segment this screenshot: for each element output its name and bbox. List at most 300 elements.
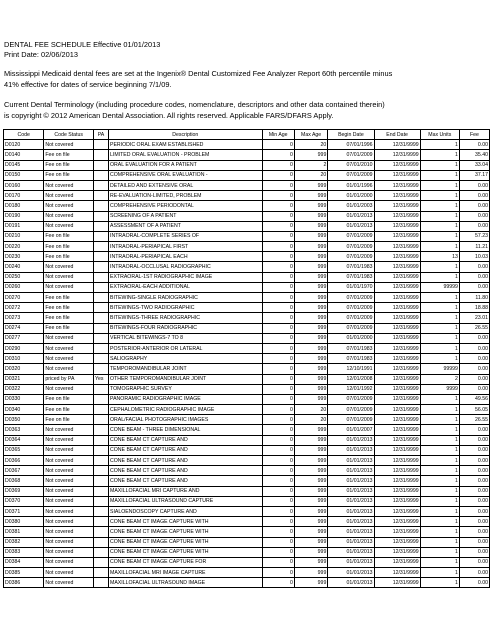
cell-min-age: 0: [262, 272, 294, 282]
cell-end-date: 12/31/9999: [374, 466, 420, 476]
cell-end-date: 12/31/9999: [374, 557, 420, 567]
cell-description: VERTICAL BITEWINGS-7 TO 8: [109, 333, 263, 343]
cell-code: D0367: [4, 466, 44, 476]
cell-max-units: 1: [420, 191, 459, 201]
cell-min-age: 0: [262, 394, 294, 404]
cell-max-units: 1: [420, 262, 459, 272]
cell-min-age: 0: [262, 486, 294, 496]
cell-max-units: 9999: [420, 384, 459, 394]
cell-code: D0120: [4, 140, 44, 150]
cell-code: D0170: [4, 191, 44, 201]
cell-min-age: 0: [262, 557, 294, 567]
cell-pa: [94, 160, 109, 170]
cell-description: CEPHALOMETRIC RADIOGRAPHIC IMAGE: [109, 405, 263, 415]
cell-code: D0273: [4, 313, 44, 323]
column-header-max-units: Max Units: [420, 130, 459, 140]
cell-pa: [94, 405, 109, 415]
cell-code-status: Not covered: [44, 211, 94, 221]
cell-pa: [94, 435, 109, 445]
cell-fee: 11.21: [459, 242, 489, 252]
column-header-code-status: Code Status: [44, 130, 94, 140]
cell-code: D0364: [4, 435, 44, 445]
cell-begin-date: 01/01/1996: [328, 180, 374, 190]
table-row: [4, 191, 490, 201]
cell-description: CONE BEAM CT IMAGE CAPTURE WITH: [109, 517, 263, 527]
cell-code-status: Not covered: [44, 333, 94, 343]
cell-description: CONE BEAM - THREE DIMENSIONAL: [109, 425, 263, 435]
table-row: [4, 456, 490, 466]
table-row: [4, 486, 490, 496]
cell-min-age: 0: [262, 242, 294, 252]
cell-max-age: 999: [294, 262, 327, 272]
cell-min-age: 0: [262, 282, 294, 292]
table-row: [4, 568, 490, 578]
cell-pa: [94, 486, 109, 496]
cell-fee: 23.01: [459, 313, 489, 323]
cell-max-units: 1: [420, 140, 459, 150]
cell-end-date: 12/31/9999: [374, 405, 420, 415]
cell-max-age: 999: [294, 374, 327, 384]
cell-code: D0371: [4, 506, 44, 516]
cell-min-age: 0: [262, 160, 294, 170]
cell-max-age: 999: [294, 272, 327, 282]
cell-pa: [94, 191, 109, 201]
cell-end-date: 12/31/9999: [374, 578, 420, 588]
cell-description: CONE BEAM CT CAPTURE AND: [109, 435, 263, 445]
cell-code: D0369: [4, 486, 44, 496]
cell-max-age: 999: [294, 333, 327, 343]
cell-code-status: Not covered: [44, 272, 94, 282]
column-header-description: Description: [109, 130, 263, 140]
cell-min-age: 0: [262, 333, 294, 343]
cell-fee: 0.00: [459, 445, 489, 455]
cell-max-age: 999: [294, 231, 327, 241]
cell-end-date: 12/31/9999: [374, 527, 420, 537]
cell-pa: [94, 170, 109, 180]
cell-code: D0160: [4, 180, 44, 190]
cell-min-age: 0: [262, 425, 294, 435]
cell-description: MAXILLOFACIAL ULTRASOUND IMAGE: [109, 578, 263, 588]
cell-fee: 18.88: [459, 303, 489, 313]
cell-fee: 0.00: [459, 201, 489, 211]
cell-description: LIMITED ORAL EVALUATION - PROBLEM: [109, 150, 263, 160]
cell-end-date: 12/31/9999: [374, 252, 420, 262]
cell-code: D0250: [4, 272, 44, 282]
cell-max-age: 999: [294, 191, 327, 201]
cell-end-date: 12/31/9999: [374, 150, 420, 160]
cell-max-units: 1: [420, 486, 459, 496]
cell-description: MAXILLOFACIAL ULTRASOUND CAPTURE: [109, 496, 263, 506]
cell-max-units: 1: [420, 231, 459, 241]
cell-code-status: Not covered: [44, 282, 94, 292]
cell-begin-date: 01/01/2000: [328, 333, 374, 343]
cell-max-age: 999: [294, 364, 327, 374]
cell-min-age: 0: [262, 313, 294, 323]
table-row: [4, 364, 490, 374]
cell-description: DETAILED AND EXTENSIVE ORAL: [109, 180, 263, 190]
cell-fee: 0.00: [459, 384, 489, 394]
table-row: [4, 476, 490, 486]
cell-pa: [94, 313, 109, 323]
cell-code: D0310: [4, 354, 44, 364]
table-row: [4, 527, 490, 537]
cell-code-status: Not covered: [44, 201, 94, 211]
cell-code-status: Fee on file: [44, 313, 94, 323]
cell-code-status: Not covered: [44, 537, 94, 547]
cell-min-age: 0: [262, 354, 294, 364]
cell-fee: 0.00: [459, 374, 489, 384]
intro-text-line-2: 41% effective for dates of service beginning 7/1/09.: [4, 80, 172, 89]
cell-code: D0368: [4, 476, 44, 486]
cell-max-units: 1: [420, 568, 459, 578]
table-body: [4, 140, 490, 588]
cell-code-status: Not covered: [44, 506, 94, 516]
cell-description: SIALOENDOSCOPY CAPTURE AND: [109, 506, 263, 516]
cell-description: PANORAMIC RADIOGRAPHIC IMAGE: [109, 394, 263, 404]
cell-code: D0383: [4, 547, 44, 557]
cell-max-units: 1: [420, 435, 459, 445]
cell-begin-date: 07/01/2009: [328, 150, 374, 160]
cell-begin-date: 01/01/2007: [328, 425, 374, 435]
cell-code-status: Not covered: [44, 221, 94, 231]
copyright-text-line-1: Current Dental Terminology (including procedure codes, nomenclature, descriptors and other data contained therein): [4, 100, 385, 109]
cell-pa: [94, 466, 109, 476]
cell-max-age: 999: [294, 496, 327, 506]
cell-description: COMPREHENSIVE PERIODONTAL: [109, 201, 263, 211]
cell-fee: 0.00: [459, 354, 489, 364]
cell-end-date: 12/31/9999: [374, 374, 420, 384]
cell-code-status: Not covered: [44, 496, 94, 506]
table-row: [4, 354, 490, 364]
cell-max-age: 999: [294, 466, 327, 476]
cell-code: D0380: [4, 517, 44, 527]
cell-begin-date: 07/01/2010: [328, 160, 374, 170]
cell-fee: 0.00: [459, 568, 489, 578]
cell-pa: [94, 211, 109, 221]
cell-code: D0320: [4, 364, 44, 374]
cell-max-age: 999: [294, 557, 327, 567]
cell-description: INTRAORAL-COMPLETE SERIES OF: [109, 231, 263, 241]
cell-code: D0260: [4, 282, 44, 292]
cell-max-age: 999: [294, 537, 327, 547]
cell-code-status: Not covered: [44, 364, 94, 374]
cell-code-status: Fee on file: [44, 323, 94, 333]
cell-pa: Yes: [94, 374, 109, 384]
cell-code: D0384: [4, 557, 44, 567]
table-row: [4, 557, 490, 567]
cell-min-age: 0: [262, 140, 294, 150]
cell-max-age: 999: [294, 568, 327, 578]
cell-max-units: 1: [420, 527, 459, 537]
cell-code: D0150: [4, 170, 44, 180]
cell-begin-date: 01/01/2013: [328, 445, 374, 455]
cell-min-age: 0: [262, 293, 294, 303]
cell-code: D0290: [4, 343, 44, 353]
cell-min-age: 0: [262, 231, 294, 241]
cell-code: D0385: [4, 568, 44, 578]
cell-code: D0274: [4, 323, 44, 333]
cell-pa: [94, 476, 109, 486]
cell-max-units: 1: [420, 517, 459, 527]
column-header-code: Code: [4, 130, 44, 140]
cell-min-age: 0: [262, 262, 294, 272]
cell-fee: 57.23: [459, 231, 489, 241]
cell-begin-date: 01/01/2013: [328, 547, 374, 557]
table-row: [4, 394, 490, 404]
cell-code: D0277: [4, 333, 44, 343]
cell-code-status: Not covered: [44, 343, 94, 353]
cell-fee: 0.00: [459, 180, 489, 190]
cell-code: D0322: [4, 384, 44, 394]
cell-min-age: 0: [262, 303, 294, 313]
cell-max-age: 999: [294, 517, 327, 527]
cell-code-status: Fee on file: [44, 160, 94, 170]
cell-end-date: 12/31/9999: [374, 180, 420, 190]
cell-code: D0230: [4, 252, 44, 262]
cell-code-status: Not covered: [44, 425, 94, 435]
cell-pa: [94, 293, 109, 303]
cell-min-age: 0: [262, 476, 294, 486]
table-row: [4, 313, 490, 323]
cell-max-age: 999: [294, 476, 327, 486]
cell-fee: 0.00: [459, 547, 489, 557]
cell-max-age: 999: [294, 313, 327, 323]
cell-end-date: 12/31/9999: [374, 323, 420, 333]
cell-end-date: 12/31/9999: [374, 293, 420, 303]
cell-begin-date: 01/01/2013: [328, 211, 374, 221]
cell-max-units: 1: [420, 242, 459, 252]
cell-end-date: 12/31/9999: [374, 415, 420, 425]
cell-max-units: 1: [420, 221, 459, 231]
cell-max-units: 1: [420, 150, 459, 160]
cell-min-age: 0: [262, 435, 294, 445]
cell-begin-date: 01/01/2000: [328, 191, 374, 201]
cell-begin-date: 01/01/2013: [328, 466, 374, 476]
cell-code-status: Fee on file: [44, 252, 94, 262]
table-row: [4, 180, 490, 190]
cell-min-age: 0: [262, 547, 294, 557]
cell-code-status: Not covered: [44, 568, 94, 578]
cell-fee: 26.55: [459, 323, 489, 333]
table-row: [4, 140, 490, 150]
cell-max-units: 1: [420, 537, 459, 547]
cell-begin-date: 07/01/2009: [328, 323, 374, 333]
cell-min-age: 0: [262, 517, 294, 527]
table-header-row: [4, 130, 490, 140]
cell-min-age: 0: [262, 445, 294, 455]
cell-code-status: Fee on file: [44, 303, 94, 313]
cell-code: D0330: [4, 394, 44, 404]
cell-pa: [94, 282, 109, 292]
cell-pa: [94, 384, 109, 394]
cell-min-age: 0: [262, 323, 294, 333]
cell-end-date: 12/31/9999: [374, 384, 420, 394]
cell-pa: [94, 140, 109, 150]
cell-begin-date: 12/01/1992: [328, 384, 374, 394]
cell-begin-date: 07/01/2009: [328, 313, 374, 323]
cell-description: TOMOGRAPHIC SURVEY: [109, 384, 263, 394]
cell-pa: [94, 323, 109, 333]
cell-description: INTRAORAL-PERIAPICAL FIRST: [109, 242, 263, 252]
cell-begin-date: 07/01/2009: [328, 170, 374, 180]
cell-code: D0180: [4, 201, 44, 211]
cell-description: INTRAORAL-OCCLUSAL RADIOGRAPHIC: [109, 262, 263, 272]
table-row: [4, 384, 490, 394]
cell-pa: [94, 180, 109, 190]
cell-pa: [94, 201, 109, 211]
cell-code: D0365: [4, 445, 44, 455]
cell-min-age: 0: [262, 456, 294, 466]
cell-fee: 0.00: [459, 476, 489, 486]
cell-end-date: 12/31/9999: [374, 445, 420, 455]
cell-pa: [94, 354, 109, 364]
cell-max-units: 1: [420, 272, 459, 282]
cell-pa: [94, 445, 109, 455]
cell-begin-date: 01/01/2013: [328, 527, 374, 537]
cell-end-date: 12/31/9999: [374, 231, 420, 241]
cell-max-units: 1: [420, 425, 459, 435]
table-row: [4, 506, 490, 516]
cell-max-age: 999: [294, 456, 327, 466]
cell-fee: 0.00: [459, 517, 489, 527]
cell-pa: [94, 517, 109, 527]
cell-max-units: 13: [420, 252, 459, 262]
cell-code-status: Not covered: [44, 557, 94, 567]
cell-min-age: 0: [262, 384, 294, 394]
cell-description: PERIODIC ORAL EXAM ESTABLISHED: [109, 140, 263, 150]
cell-fee: 0.00: [459, 435, 489, 445]
cell-description: ORAL/FACIAL PHOTOGRAPHIC IMAGES: [109, 415, 263, 425]
cell-end-date: 12/31/9999: [374, 272, 420, 282]
cell-min-age: 0: [262, 343, 294, 353]
cell-fee: 10.03: [459, 252, 489, 262]
cell-max-units: 1: [420, 466, 459, 476]
cell-end-date: 12/31/9999: [374, 333, 420, 343]
cell-code-status: Fee on file: [44, 293, 94, 303]
cell-description: CONE BEAM CT CAPTURE AND: [109, 445, 263, 455]
cell-max-units: 1: [420, 323, 459, 333]
copyright-text-line-2: is copyright © 2012 American Dental Association. All rights reserved. Applicable FARS/DFARS Apply.: [4, 111, 334, 120]
cell-fee: 0.00: [459, 557, 489, 567]
table-row: [4, 303, 490, 313]
cell-fee: 0.00: [459, 486, 489, 496]
cell-code: D0210: [4, 231, 44, 241]
cell-description: CONE BEAM CT IMAGE CAPTURE WITH: [109, 527, 263, 537]
cell-pa: [94, 547, 109, 557]
table-row: [4, 405, 490, 415]
cell-code-status: Not covered: [44, 547, 94, 557]
cell-code: D0270: [4, 293, 44, 303]
cell-end-date: 12/31/9999: [374, 221, 420, 231]
cell-end-date: 12/31/9999: [374, 303, 420, 313]
table-row: [4, 374, 490, 384]
table-row: [4, 343, 490, 353]
cell-description: BITEWINGS-FOUR RADIOGRAPHIC: [109, 323, 263, 333]
cell-end-date: 12/31/9999: [374, 568, 420, 578]
cell-max-age: 999: [294, 242, 327, 252]
cell-code-status: Fee on file: [44, 405, 94, 415]
cell-code-status: Fee on file: [44, 150, 94, 160]
table-row: [4, 150, 490, 160]
cell-begin-date: 07/01/1983: [328, 262, 374, 272]
cell-min-age: 0: [262, 568, 294, 578]
column-header-begin-date: Begin Date: [328, 130, 374, 140]
cell-description: INTRAORAL-PERIAPICAL EACH: [109, 252, 263, 262]
cell-fee: 0.00: [459, 578, 489, 588]
cell-code-status: Fee on file: [44, 394, 94, 404]
table-row: [4, 262, 490, 272]
cell-max-age: 20: [294, 170, 327, 180]
cell-max-units: 1: [420, 456, 459, 466]
cell-pa: [94, 231, 109, 241]
cell-end-date: 12/31/9999: [374, 517, 420, 527]
table-row: [4, 547, 490, 557]
cell-pa: [94, 578, 109, 588]
cell-begin-date: 12/01/2008: [328, 374, 374, 384]
cell-fee: 11.80: [459, 293, 489, 303]
cell-pa: [94, 242, 109, 252]
table-row: [4, 272, 490, 282]
cell-code-status: Not covered: [44, 140, 94, 150]
cell-min-age: 0: [262, 211, 294, 221]
cell-description: CONE BEAM CT IMAGE CAPTURE FOR: [109, 557, 263, 567]
table-row: [4, 445, 490, 455]
cell-max-units: 2: [420, 374, 459, 384]
cell-description: SCREENING OF A PATIENT: [109, 211, 263, 221]
cell-fee: 0.00: [459, 272, 489, 282]
cell-pa: [94, 150, 109, 160]
cell-pa: [94, 394, 109, 404]
cell-end-date: 12/31/9999: [374, 211, 420, 221]
cell-code: D0321: [4, 374, 44, 384]
cell-max-age: 999: [294, 486, 327, 496]
cell-code-status: Fee on file: [44, 170, 94, 180]
cell-min-age: 0: [262, 506, 294, 516]
cell-end-date: 12/31/9999: [374, 476, 420, 486]
cell-fee: 0.00: [459, 191, 489, 201]
cell-max-age: 999: [294, 150, 327, 160]
table-row: [4, 578, 490, 588]
cell-description: ASSESSMENT OF A PATIENT: [109, 221, 263, 231]
cell-code-status: Fee on file: [44, 242, 94, 252]
cell-code: D0381: [4, 527, 44, 537]
cell-begin-date: 01/01/2013: [328, 557, 374, 567]
cell-fee: 0.00: [459, 425, 489, 435]
cell-max-age: 999: [294, 221, 327, 231]
cell-code-status: Fee on file: [44, 231, 94, 241]
cell-end-date: 12/31/9999: [374, 201, 420, 211]
cell-max-units: 1: [420, 354, 459, 364]
cell-begin-date: 07/01/2009: [328, 252, 374, 262]
cell-max-units: 1: [420, 303, 459, 313]
intro-text-line-1: Mississippi Medicaid dental fees are set at the Ingenix® Dental Customized Fee Analyzer Report 60th percentile minus: [4, 69, 393, 78]
cell-max-age: 999: [294, 547, 327, 557]
cell-max-units: 1: [420, 211, 459, 221]
cell-pa: [94, 221, 109, 231]
cell-max-units: 1: [420, 547, 459, 557]
cell-begin-date: 01/01/2013: [328, 506, 374, 516]
cell-code: D0145: [4, 160, 44, 170]
cell-code: D0363: [4, 425, 44, 435]
cell-pa: [94, 557, 109, 567]
cell-pa: [94, 456, 109, 466]
cell-begin-date: 12/10/1991: [328, 364, 374, 374]
cell-end-date: 12/31/9999: [374, 160, 420, 170]
cell-fee: 0.00: [459, 221, 489, 231]
cell-description: CONE BEAM CT IMAGE CAPTURE WITH: [109, 537, 263, 547]
table-row: [4, 211, 490, 221]
cell-pa: [94, 333, 109, 343]
